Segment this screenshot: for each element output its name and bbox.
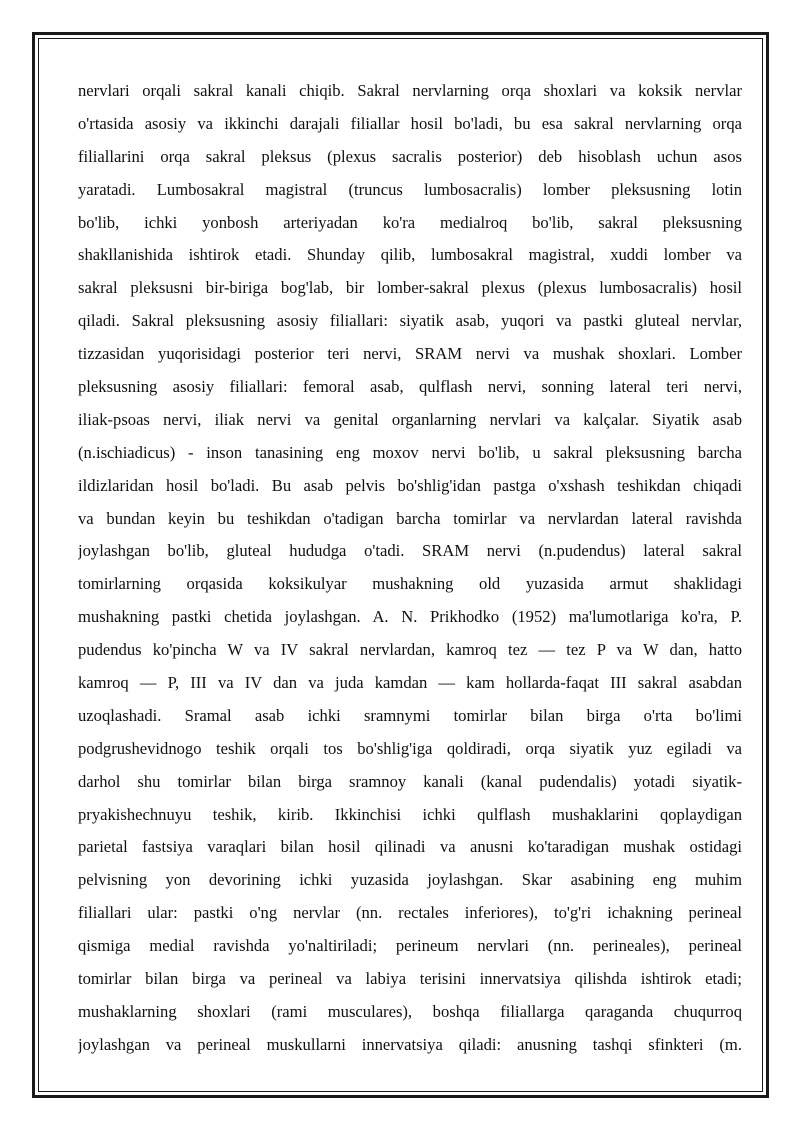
text-line: pelvisning yon devorining ichki yuzasida joylashgan. Skar asabining eng muhim [78,870,742,890]
text-line: joylashgan bo'lib, gluteal hududga o'tadi. SRAM nervi (n.pudendus) lateral sakral [78,541,742,561]
text-line: o'rtasida asosiy va ikkinchi darajali filiallar hosil bo'ladi, bu esa sakral nervlarning orqa [78,113,742,133]
text-line: filiallari ular: pastki o'ng nervlar (nn. rectales inferiores), to'g'ri ichakning perineal [78,903,742,923]
text-line: va bundan keyin bu teshikdan o'tadigan barcha tomirlar va nervlardan lateral ravishda [78,508,742,528]
text-line: iliak-psoas nervi, iliak nervi va genital organlarning nervlari va kalçalar. Siyatik asab [78,409,742,429]
text-line: darhol shu tomirlar bilan birga sramnoy kanali (kanal pudendalis) yotadi siyatik- [78,771,742,791]
text-line: qismiga medial ravishda yo'naltiriladi; perineum nervlari (nn. perineales), perineal [78,936,742,956]
text-line: mushaklarning shoxlari (rami musculares), boshqa filiallarga qaraganda chuqurroq [78,1001,742,1021]
text-line: nervlari orqali sakral kanali chiqib. Sakral nervlarning orqa shoxlari va koksik nervlar [78,81,742,100]
text-line: pryakishechnuyu teshik, kirib. Ikkinchisi ichki qulflash mushaklarini qoplaydigan [78,804,742,824]
text-line: yaratadi. Lumbosakral magistral (truncus lumbosacralis) lomber pleksusning lotin [78,179,742,199]
text-line: podgrushevidnogo teshik orqali tos bo'shlig'iga qoldiradi, orqa siyatik yuz egiladi va [78,738,742,758]
text-line: sakral pleksusni bir-biriga bog'lab, bir lomber-sakral plexus (plexus lumbosacralis) hosil [78,278,742,298]
text-line: uzoqlashadi. Sramal asab ichki sramnymi tomirlar bilan birga o'rta bo'limi [78,705,742,725]
text-line: mushakning pastki chetida joylashgan. A. N. Prikhodko (1952) ma'lumotlariga ko'ra, P. [78,607,742,627]
text-line: parietal fastsiya varaqlari bilan hosil qilinadi va anusni ko'taradigan mushak ostidagi [78,837,742,857]
text-line: pudendus ko'pincha W va IV sakral nervlardan, kamroq tez — tez P va W dan, hatto [78,640,742,660]
body-text [78,75,742,1075]
text-line: filiallarini orqa sakral pleksus (plexus sacralis posterior) deb hisoblash uchun asos [78,146,742,166]
text-line: kamroq — P, III va IV dan va juda kamdan — kam hollarda-faqat III sakral asabdan [78,673,742,693]
text-line: shakllanishida ishtirok etadi. Shunday qilib, lumbosakral magistral, xuddi lomber va [78,245,742,265]
text-line: joylashgan va perineal muskullarni innervatsiya qiladi: anusning tashqi sfinkteri (m. [78,1034,742,1054]
text-line: pleksusning asosiy filiallari: femoral asab, qulflash nervi, sonning lateral teri nervi, [78,377,742,397]
text-line: ildizlaridan hosil bo'ladi. Bu asab pelvis bo'shlig'idan pastga o'xshash teshikdan chiqadi [78,475,742,495]
text-line: tomirlarning orqasida koksikulyar mushakning old yuzasida armut shaklidagi [78,574,742,594]
text-line: tomirlar bilan birga va perineal va labiya terisini innervatsiya qilishda ishtirok etadi; [78,969,742,989]
text-line: (n.ischiadicus) - inson tanasining eng moxov nervi bo'lib, u sakral pleksusning barcha [78,442,742,462]
text-line: bo'lib, ichki yonbosh arteriyadan ko'ra medialroq bo'lib, sakral pleksusning [78,212,742,232]
text-line: qiladi. Sakral pleksusning asosiy filiallari: siyatik asab, yuqori va pastki gluteal nervlar, [78,311,742,331]
text-line: tizzasidan yuqorisidagi posterior teri nervi, SRAM nervi va mushak shoxlari. Lomber [78,344,742,364]
